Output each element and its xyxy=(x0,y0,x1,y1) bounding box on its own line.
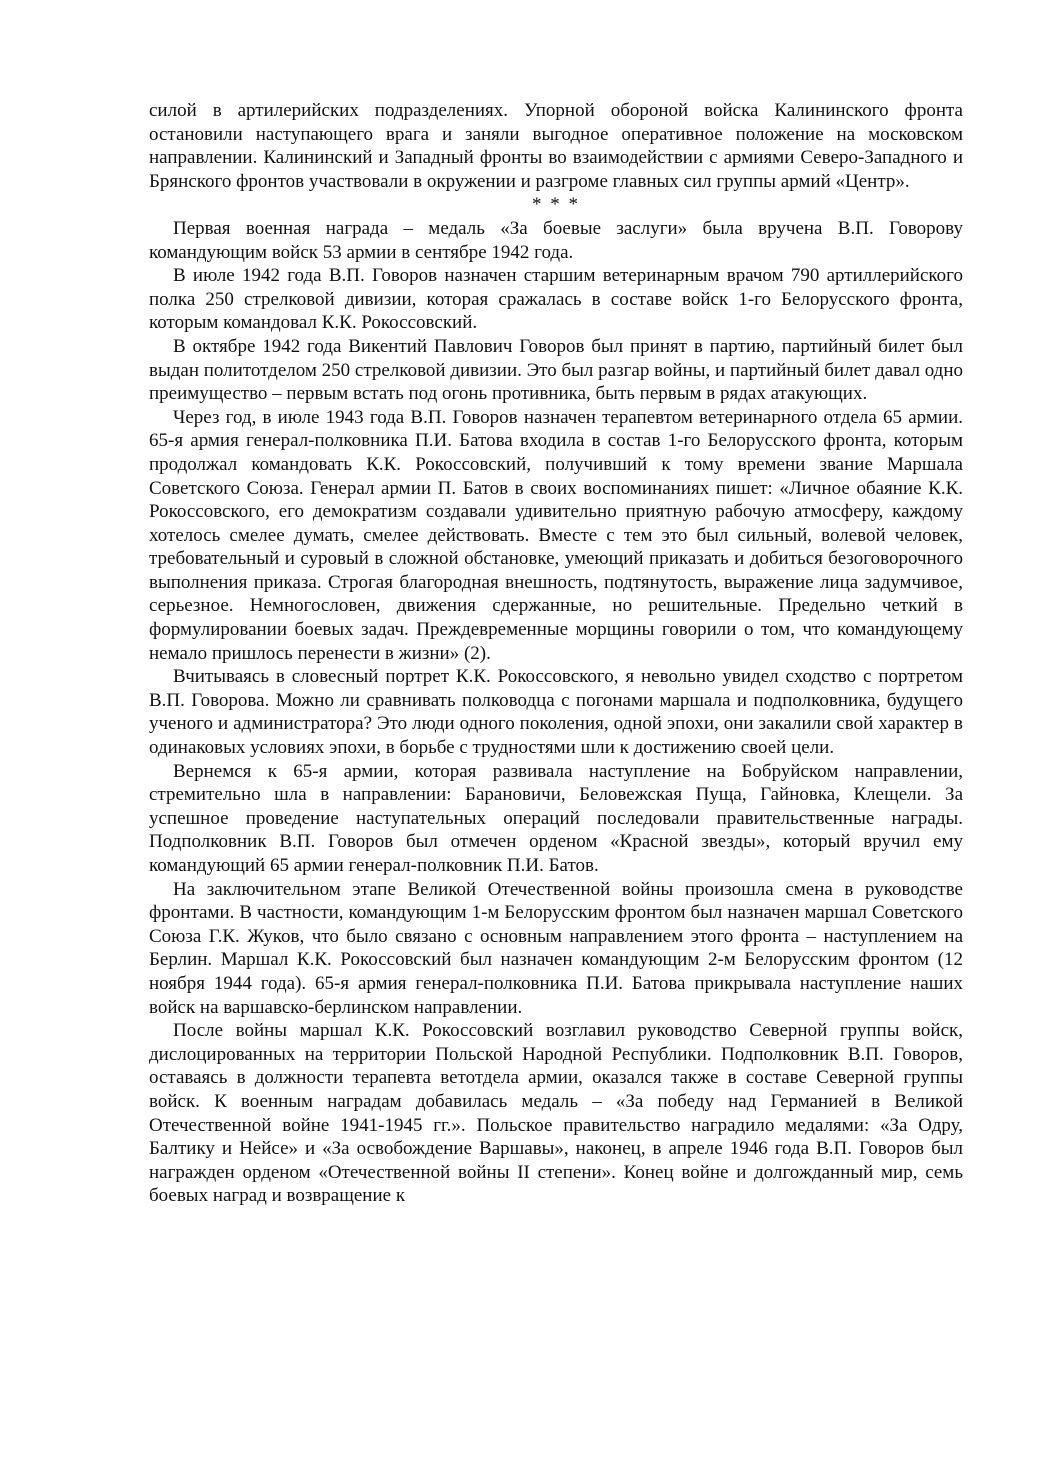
opening-paragraph: силой в артилерийских подразделениях. Упорной обороной войска Калининского фронта остановили наступающего врага и заняли выгодное оперативное положение на московском направлении. Калининский и Западный фронты во взаимодействии с армиями Северо-Западного и Брянского фронтов участвовали в окружении и разгроме главных сил группы армий «Центр». xyxy=(149,100,963,192)
paragraph-award-medal: Первая военная награда – медаль «За боевые заслуги» была вручена В.П. Говорову командующим войск 53 армии в сентябре 1942 года. xyxy=(149,217,963,263)
paragraph-after-war: После войны маршал К.К. Рокоссовский возглавил руководство Северной группы войск, дислоцированных на территории Польской Народной Республики. Подполковник В.П. Говоров, оставаясь в должности терапевта ветотдела армии, оказался также в составе Северной группы войск. К военным наградам добавилась медаль – «За победу над Германией в Великой Отечественной войне 1941-1945 гг.». Польское правительство наградило медалями: «За Одру, Балтику и Нейсе» и «За освобождение Варшавы», наконец, в апреле 1946 года В.П. Говоров был награжден орденом «Отечественной войны II степени». Конец войне и долгожданный мир, семь боевых наград и возвращение к xyxy=(149,1020,963,1207)
paragraph-july-1943: Через год, в июле 1943 года В.П. Говоров назначен терапевтом ветеринарного отдела 65 армии. 65-я армия генерал-полковника П.И. Батова входила в состав 1-го Белорусского фронта, которым продолжал командовать К.К. Рокоссовский, получивший к тому времени звание Маршала Советского Союза. Генерал армии П. Батов в своих воспоминаниях пишет: «Личное обаяние К.К. Рокоссовского, его демократизм создавали удивительно приятную рабочую атмосферу, каждому хотелось смелее думать, смелее действовать. Вместе с тем это был сильный, волевой человек, требовательный и суровый в сложной обстановке, умеющий приказать и добиться безоговорочного выполнения приказа. Строгая благородная внешность, подтянутость, выражение лица задумчивое, серьезное. Немногословен, движения сдержанные, но решительные. Предельно четкий в формулировании боевых задач. Преждевременные морщины говорили о том, что командующему немало пришлось перенести в жизни» (2). xyxy=(149,406,963,664)
paragraph-october-1942: В октябре 1942 года Викентий Павлович Говоров был принят в партию, партийный билет был выдан политотделом 250 стрелковой дивизии. Это был разгар войны, и партийный билет давал одно преимущество – первым встать под огонь противника, быть первым в рядах атакующих. xyxy=(149,335,964,405)
paragraph-final-stage: На заключительном этапе Великой Отечественной войны произошла смена в руководстве фронтами. В частности, командующим 1-м Белорусским фронтом был назначен маршал Советского Союза Г.К. Жуков, что было связано с основным направлением этого фронта – наступлением на Берлин. Маршал К.К. Рокоссовский был назначен командующим 2-м Белорусским фронтом (12 ноября 1944 года). 65-я армия генерал-полковника П.И. Батова прикрывала наступление наших войск на варшавско-берлинском направлении. xyxy=(149,878,963,1018)
paragraph-portrait: Вчитываясь в словесный портрет К.К. Рокоссовского, я невольно увидел сходство с портретом В.П. Говорова. Можно ли сравнивать полководца с погонами маршала и подполковника, будущего ученого и администратора? Это люди одного поколения, одной эпохи, они закалили свой характер в одинаковых условиях эпохи, в борьбе с трудностями шли к достижению своей цели. xyxy=(149,666,963,759)
paragraph-july-1942: В июле 1942 года В.П. Говоров назначен старшим ветеринарным врачом 790 артиллерийского полка 250 стрелковой дивизии, которая сражалась в составе войск 1-го Белорусского фронта, которым командовал К.К. Рокоссовский. xyxy=(149,265,963,334)
paragraph-65-army: Вернемся к 65-я армии, которая развивала наступление на Бобруйском направлении, стремительно шла в направлении: Барановичи, Беловежская Пуща, Гайновка, Клещели. За успешное проведение наступательных операций последовали правительственные награды. Подполковник В.П. Говоров был отмечен орденом «Красной звезды», который вручил ему командующий 65 армии генерал-полковник П.И. Батов. xyxy=(149,760,963,876)
section-separator: * * * xyxy=(532,194,580,216)
document-text xyxy=(149,99,963,1208)
